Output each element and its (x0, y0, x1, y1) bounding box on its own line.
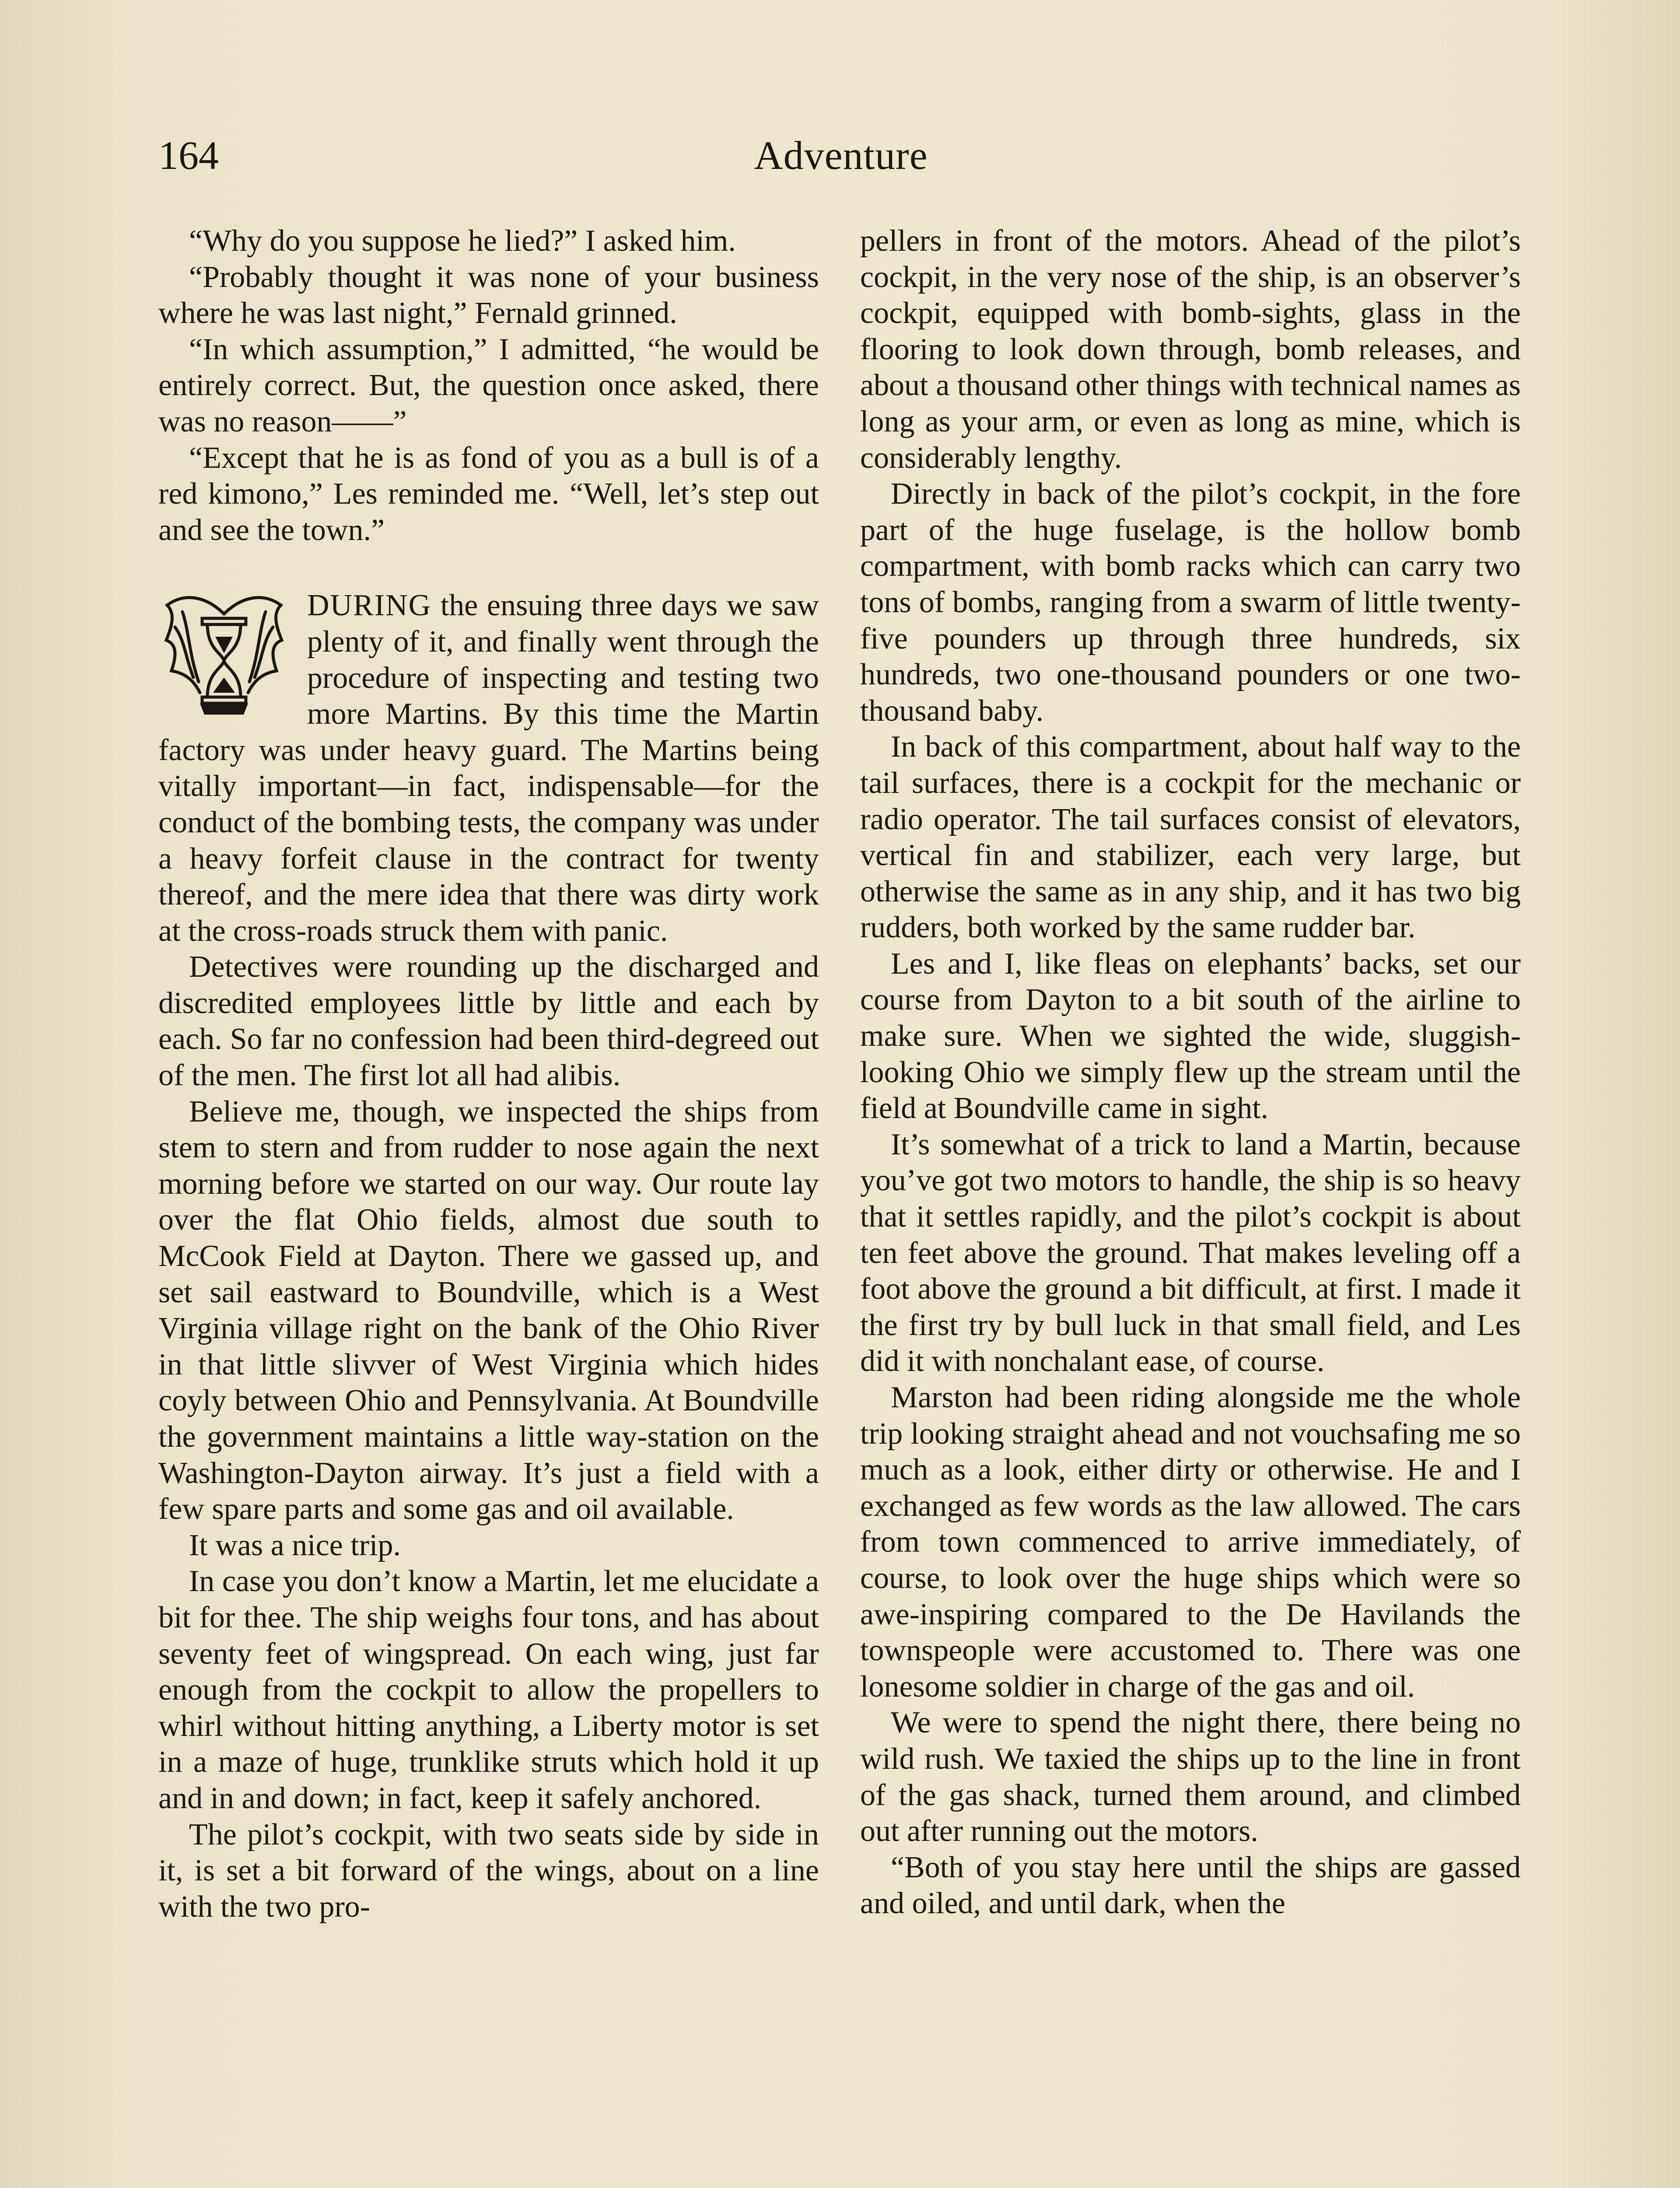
paragraph: Marston had been riding alongside me the whole trip looking straight ahead and not vouchsafing me so much as a look, either dirty or otherwise. He and I exchanged as few words as the law allowed. The cars from town commenced to arrive immediately, of course, to look over the huge ships which were so awe-inspiring compared to the De Havilands the townspeople were accustomed to. There was one lonesome soldier in charge of the gas and oil. (860, 1381, 1521, 1704)
paragraph: It’s somewhat of a trick to land a Martin, because you’ve got two motors to handle, the ship is so heavy that it settles rapidly, and the pilot’s cockpit is about ten feet above the ground. That makes leveling off a foot above the ground a bit difficult, at first. I made it the first try by bull luck in that small field, and Les did it with nonchalant ease, of course. (860, 1127, 1521, 1378)
section-first-text: the ensuing three days we saw plenty of it, and finally went through the procedure of inspecting and testing two more Martins. By this time the Martin factory was under heavy guard. The Martins being vitally important—in fact, indispensable—for the conduct of the bombing tests, the company was under a heavy forfeit clause in the contract for twenty thereof, and the mere idea that there was dirty work at the cross-roads struck them with panic. (158, 589, 819, 948)
paragraph: Directly in back of the pilot’s cockpit, in the fore part of the huge fuselage, is the hollow bomb compartment, with bomb racks which can carry two tons of bombs, ranging from a swarm of little twenty-five pounders up through three hundreds, six hundreds, two one-thousand pounders or one two-thousand baby. (860, 477, 1521, 728)
paragraph: We were to spend the night there, there being no wild rush. We taxied the ships up to the line in front of the gas shack, turned them around, and climbed out after running out the motors. (860, 1706, 1521, 1848)
running-title: Adventure (754, 133, 928, 178)
page-header (158, 131, 1523, 179)
paragraph: It was a nice trip. (189, 1528, 401, 1562)
paragraph: Les and I, like fleas on elephants’ backs, set our course from Dayton to a bit south of the airline to make sure. When we sighted the wide, sluggish-looking Ohio we simply flew up the stream until the field at Boundville came in sight. (860, 947, 1521, 1126)
section-drop-word: DURING (307, 589, 432, 623)
paragraph: The pilot’s cockpit, with two seats side by side in it, is set a bit forward of the wings, about on a line with the two pro- (158, 1817, 819, 1924)
page-number: 164 (158, 133, 219, 178)
paragraph: Detectives were rounding up the discharged and discredited employees little by little and each by each. So far no confession had been third-degreed out of the men. The first lot all had alibis. (158, 950, 819, 1093)
paragraph: Believe me, though, we inspected the ships from stem to stern and from rudder to nose again the next morning before we started on our way. Our route lay over the flat Ohio fields, almost due south to McCook Field at Dayton. There we gassed up, and set sail eastward to Boundville, which is a West Virginia village right on the bank of the Ohio River in that little slivver of West Virginia which hides coyly between Ohio and Pennsylvania. At Boundville the government maintains a little way-station on the Washington-Dayton airway. It’s just a field with a few spare parts and some gas and oil available. (158, 1094, 819, 1526)
section-opening-paragraph (158, 588, 819, 949)
paragraph: In case you don’t know a Martin, let me elucidate a bit for thee. The ship weighs four tons, and has about seventy feet of wingspread. On each wing, just far enough from the cockpit to allow the propellers to whirl without hitting anything, a Liberty motor is set in a maze of huge, trunklike struts which hold it up and in and down; in fact, keep it safely anchored. (158, 1564, 819, 1815)
paragraph-continuation: pellers in front of the motors. Ahead of the pilot’s cockpit, in the very nose of the ship, is an observer’s cockpit, equipped with bomb-sights, glass in the flooring to look down through, bomb releases, and about a thousand other things with technical names as long as your arm, or even as long as mine, which is considerably lengthy. (860, 224, 1521, 475)
paragraph: In back of this compartment, about half way to the tail surfaces, there is a cockpit for the mechanic or radio operator. The tail surfaces consist of elevators, vertical fin and stabilizer, each very large, but otherwise the same as in any ship, and it has two big rudders, both worked by the same rudder bar. (860, 730, 1521, 945)
paragraph: “Except that he is as fond of you as a bull is of a red kimono,” Les reminded me. “Well, let’s step out and see the town.” (158, 441, 819, 547)
winged-hourglass-icon (158, 588, 290, 723)
paragraph: “Why do you suppose he lied?” I asked him. (189, 224, 736, 258)
right-column (860, 223, 1521, 1922)
paragraph: “Probably thought it was none of your business where he was last night,” Fernald grinned. (158, 260, 819, 330)
paragraph: “In which assumption,” I admitted, “he would be entirely correct. But, the question once asked, there was no reason——” (158, 332, 819, 438)
left-column (158, 223, 819, 1925)
paragraph: “Both of you stay here until the ships are gassed and oiled, and until dark, when the (860, 1850, 1521, 1921)
